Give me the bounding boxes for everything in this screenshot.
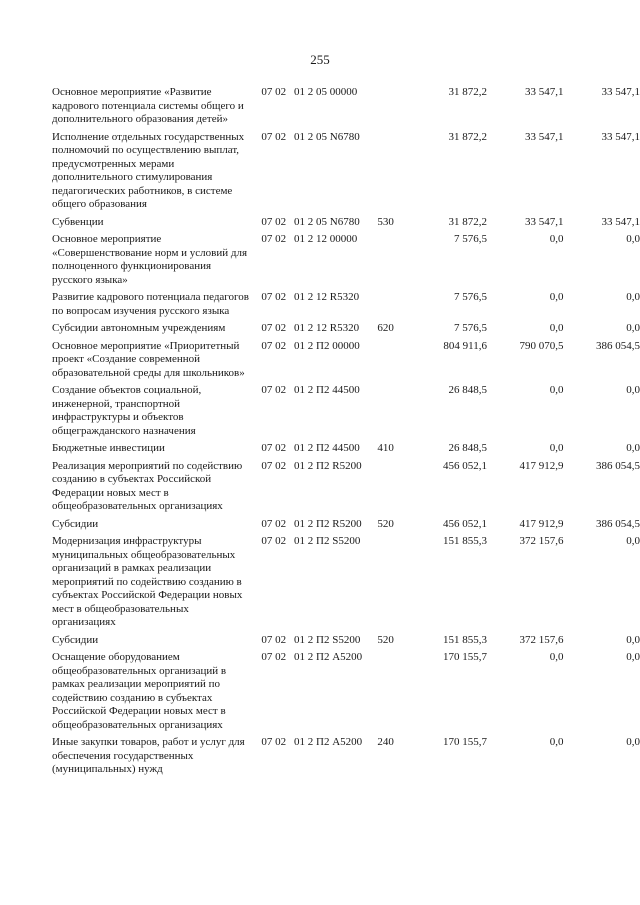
expense-type-code bbox=[377, 535, 403, 634]
amount-year-3: 0,0 bbox=[626, 384, 640, 396]
amount-year-3: 33 547,1 bbox=[601, 215, 640, 228]
amount-year-1: 804 911,6 bbox=[443, 339, 487, 352]
section-code: 07 02 bbox=[261, 517, 287, 530]
item-name: Субсидии bbox=[52, 517, 99, 530]
table-row bbox=[52, 233, 640, 291]
amount-year-2: 790 070,5 bbox=[519, 339, 564, 352]
item-name: Субсидии bbox=[52, 633, 99, 646]
expense-type-code: 520 bbox=[377, 633, 394, 646]
expense-type-code bbox=[377, 340, 403, 385]
amount-year-1: 456 052,1 bbox=[443, 459, 487, 472]
expense-type-code bbox=[377, 131, 403, 216]
expense-type-code: 410 bbox=[377, 442, 394, 454]
amount-year-2: 372 157,6 bbox=[519, 633, 564, 646]
amount-year-2: 33 547,1 bbox=[524, 215, 564, 228]
item-name: Модернизация инфраструктуры муниципальных общеобразовательных организаций в рамках реализации мероприятий по содействию созданию в субъектах Российской Федерации новых мест в общеобразовательных организациях bbox=[52, 535, 243, 628]
target-article-code: 01 2 П2 А5200 bbox=[294, 651, 363, 663]
target-article-code: 01 2 П2 S5200 bbox=[294, 633, 361, 646]
amount-year-3: 386 054,5 bbox=[596, 459, 640, 472]
amount-year-2: 372 157,6 bbox=[519, 535, 564, 547]
amount-year-2: 0,0 bbox=[549, 291, 564, 303]
section-code: 07 02 bbox=[261, 384, 287, 396]
table-row bbox=[52, 291, 640, 322]
target-article-code: 01 2 П2 R5200 bbox=[294, 459, 362, 472]
amount-year-3: 0,0 bbox=[626, 651, 640, 663]
amount-year-1: 31 872,2 bbox=[448, 86, 487, 98]
expense-type-code bbox=[377, 291, 403, 322]
amount-year-3: 33 547,1 bbox=[601, 86, 640, 98]
amount-year-3: 386 054,5 bbox=[596, 517, 640, 530]
section-code: 07 02 bbox=[261, 291, 287, 303]
target-article-code: 01 2 12 00000 bbox=[294, 233, 358, 245]
expense-type-code bbox=[377, 651, 403, 736]
amount-year-2: 0,0 bbox=[549, 384, 564, 396]
amount-year-1: 170 155,7 bbox=[443, 736, 487, 748]
amount-year-3: 0,0 bbox=[626, 633, 640, 646]
amount-year-1: 151 855,3 bbox=[443, 535, 487, 547]
amount-year-2: 0,0 bbox=[549, 736, 564, 748]
item-name: Иные закупки товаров, работ и услуг для обеспечения государственных (муниципальных) нужд bbox=[52, 736, 245, 775]
section-code: 07 02 bbox=[261, 736, 287, 748]
target-article-code: 01 2 П2 44500 bbox=[294, 384, 360, 396]
expense-type-code: 240 bbox=[377, 736, 394, 748]
table-row bbox=[52, 384, 640, 442]
amount-year-3: 386 054,5 bbox=[596, 339, 640, 352]
item-name: Реализация мероприятий по содействию созданию в субъектах Российской Федерации новых мест в общеобразовательных организациях bbox=[52, 459, 243, 512]
section-code: 07 02 bbox=[261, 86, 287, 98]
expense-type-code bbox=[377, 384, 403, 442]
expense-type-code bbox=[377, 86, 403, 131]
section-code: 07 02 bbox=[261, 633, 287, 646]
amount-year-3: 0,0 bbox=[626, 442, 640, 454]
target-article-code: 01 2 05 00000 bbox=[294, 86, 358, 98]
section-code: 07 02 bbox=[261, 322, 287, 334]
target-article-code: 01 2 П2 R5200 bbox=[294, 517, 362, 530]
item-name: Основное мероприятие «Совершенствование норм и условий для полноценного функционирования русского языка» bbox=[52, 233, 248, 286]
table-row bbox=[52, 736, 640, 781]
section-code: 07 02 bbox=[261, 442, 287, 454]
table-row bbox=[52, 86, 640, 131]
amount-year-1: 7 576,5 bbox=[454, 291, 487, 303]
expense-type-code bbox=[377, 233, 403, 291]
expense-type-code: 520 bbox=[377, 517, 394, 530]
budget-table-body bbox=[52, 86, 640, 781]
target-article-code: 01 2 05 N6780 bbox=[294, 130, 360, 143]
amount-year-2: 33 547,1 bbox=[524, 130, 564, 143]
item-name: Создание объектов социальной, инженерной, транспортной инфраструктуры и объектов общегражданского назначения bbox=[52, 384, 202, 437]
table-row bbox=[52, 651, 640, 736]
target-article-code: 01 2 12 R5320 bbox=[294, 291, 360, 303]
item-name: Оснащение оборудованием общеобразовательных организаций в рамках реализации мероприятий по содействию созданию в субъектах Российской Федерации новых мест в общеобразовательных организациях bbox=[52, 651, 227, 731]
expense-type-code: 620 bbox=[377, 322, 394, 334]
amount-year-1: 7 576,5 bbox=[454, 322, 487, 334]
item-name: Бюджетные инвестиции bbox=[52, 442, 165, 454]
amount-year-2: 0,0 bbox=[549, 322, 564, 334]
expense-type-code: 530 bbox=[377, 215, 394, 228]
target-article-code: 01 2 12 R5320 bbox=[294, 322, 360, 334]
section-code: 07 02 bbox=[261, 215, 287, 228]
amount-year-1: 170 155,7 bbox=[443, 651, 487, 663]
table-row bbox=[52, 216, 640, 234]
table-row bbox=[52, 322, 640, 340]
target-article-code: 01 2 П2 А5200 bbox=[294, 736, 363, 748]
item-name: Основное мероприятие «Развитие кадрового потенциала системы общего и дополнительного образования детей» bbox=[52, 86, 244, 125]
table-row bbox=[52, 518, 640, 536]
table-row bbox=[52, 442, 640, 460]
amount-year-3: 0,0 bbox=[626, 291, 640, 303]
amount-year-2: 0,0 bbox=[549, 442, 564, 454]
amount-year-2: 0,0 bbox=[549, 651, 564, 663]
amount-year-1: 456 052,1 bbox=[443, 517, 487, 530]
amount-year-1: 31 872,2 bbox=[448, 130, 487, 143]
amount-year-1: 31 872,2 bbox=[448, 215, 487, 228]
amount-year-3: 0,0 bbox=[626, 233, 640, 245]
amount-year-3: 0,0 bbox=[626, 736, 640, 748]
amount-year-1: 7 576,5 bbox=[454, 233, 487, 245]
amount-year-3: 0,0 bbox=[626, 322, 640, 334]
table-row bbox=[52, 131, 640, 216]
target-article-code: 01 2 П2 00000 bbox=[294, 339, 360, 352]
table-row bbox=[52, 460, 640, 518]
amount-year-2: 417 912,9 bbox=[519, 459, 564, 472]
target-article-code: 01 2 П2 S5200 bbox=[294, 535, 361, 547]
amount-year-1: 151 855,3 bbox=[443, 633, 487, 646]
item-name: Субсидии автономным учреждениям bbox=[52, 322, 226, 334]
amount-year-2: 0,0 bbox=[549, 233, 564, 245]
amount-year-3: 33 547,1 bbox=[601, 130, 640, 143]
table-row bbox=[52, 634, 640, 652]
target-article-code: 01 2 05 N6780 bbox=[294, 215, 360, 228]
amount-year-3: 0,0 bbox=[626, 535, 640, 547]
budget-table bbox=[52, 86, 640, 781]
item-name: Развитие кадрового потенциала педагогов по вопросам изучения русского языка bbox=[52, 291, 249, 317]
expense-type-code bbox=[377, 460, 403, 518]
section-code: 07 02 bbox=[261, 535, 287, 547]
target-article-code: 01 2 П2 44500 bbox=[294, 442, 360, 454]
amount-year-2: 33 547,1 bbox=[524, 86, 564, 98]
section-code: 07 02 bbox=[261, 651, 287, 663]
table-row bbox=[52, 340, 640, 385]
item-name: Субвенции bbox=[52, 215, 104, 228]
section-code: 07 02 bbox=[261, 130, 287, 143]
table-row bbox=[52, 535, 640, 634]
page-number: 255 bbox=[310, 52, 330, 67]
section-code: 07 02 bbox=[261, 339, 287, 352]
amount-year-1: 26 848,5 bbox=[448, 442, 487, 454]
amount-year-2: 417 912,9 bbox=[519, 517, 564, 530]
section-code: 07 02 bbox=[261, 233, 287, 245]
item-name: Исполнение отдельных государственных полномочий по осуществлению выплат, предусмотренных мерами дополнительного стимулирования педагогических работников, в системе общего образования bbox=[52, 130, 245, 210]
section-code: 07 02 bbox=[261, 459, 287, 472]
item-name: Основное мероприятие «Приоритетный проект «Создание современной образовательной среды для школьников» bbox=[52, 339, 245, 379]
amount-year-1: 26 848,5 bbox=[448, 384, 487, 396]
